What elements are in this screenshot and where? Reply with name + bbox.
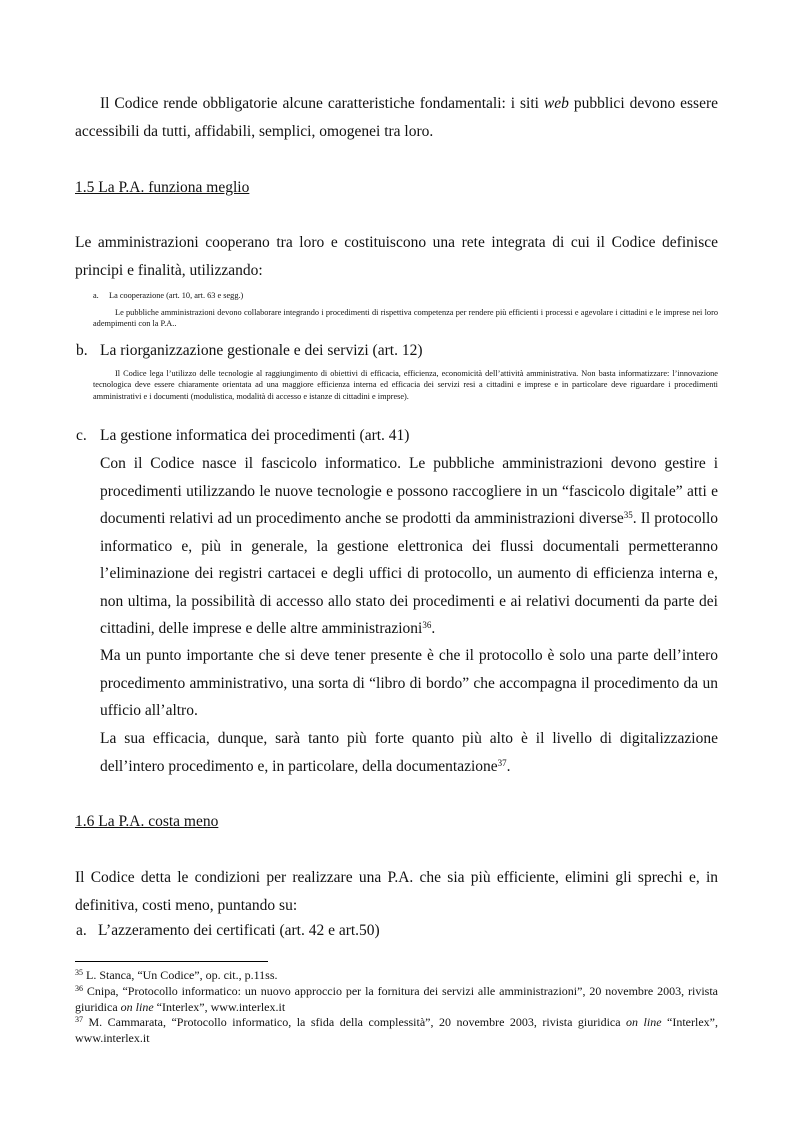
list-item-b-title: La riorganizzazione gestionale e dei servizi (art. 12) [100,342,423,359]
para3-text: La sua efficacia, dunque, sarà tanto più forte quanto più alto è il livello di digitalizzazione dell’intero procedimento e, in particolare, della documentazione [100,730,718,775]
footnote-36 [75,984,718,1015]
footnote-36-text: Cnipa, “Protocollo informatico: un nuovo approccio per la fornitura dei servizi alle amministrazioni”, 20 novembre 2003, rivista giuridica [75,984,718,1014]
intro-text: Il Codice rende obbligatorie alcune caratteristiche fondamentali: i siti [100,95,544,112]
footnote-36-text-end: “Interlex”, www.interlex.it [153,999,286,1014]
section-heading-1-5: 1.5 La P.A. funziona meglio [75,179,250,196]
section15-lead: Le amministrazioni cooperano tra loro e costituiscono una rete integrata di cui il Codice definisce principi e finalità, utilizzando: [75,234,718,279]
list-item-a-body: Le pubbliche amministrazioni devono collaborare integrando i procedimenti di rispettiva competenza per rendere più efficienti i processi e agevolare i cittadini e le imprese nei loro adempimenti con la P.A.. [93,308,718,329]
list-marker-c: c. [76,427,87,444]
section16-list-marker-a: a. [76,922,87,939]
list-item-c [76,426,716,446]
footnote-35 [75,968,718,984]
para3-end: . [506,757,511,775]
section16-lead: Il Codice detta le condizioni per realizzare una P.A. che sia più efficiente, elimini gli sprechi e, in definitiva, costi meno, puntando su: [75,869,718,914]
list-item-c-paragraph-1 [100,450,718,643]
list-item-a [93,290,718,301]
para1-text: Con il Codice nasce il fascicolo informatico. Le pubbliche amministrazioni devono gestire i procedimenti utilizzando le nuove tecnologie e possono raccogliere in un “fascicolo digitale” atti e documenti relativi ad un procedimento anche se prodotti da amministrazioni diverse [100,455,718,527]
list-item-c-paragraph-3 [100,725,718,780]
footnote-35-text: L. Stanca, “Un Codice”, op. cit., p.11ss. [83,968,278,982]
footnote-37-text-end: “Interlex”, www.interlex.it [75,1015,718,1045]
footnote-separator [75,961,268,962]
footnote-ref-37[interactable]: 37 [497,757,507,768]
section16-list-item-a [76,921,716,941]
intro-paragraph [75,90,718,145]
list-item-a-title: La cooperazione (art. 10, art. 63 e segg.) [109,291,244,300]
list-marker-b: b. [76,342,88,359]
footnote-number-36: 36 [75,984,83,993]
section16-list-item-a-title: L’azzeramento dei certificati (art. 42 e art.50) [98,922,380,939]
para1-end: . [431,620,436,637]
list-item-b-body: Il Codice lega l’utilizzo delle tecnologie al raggiungimento di obiettivi di efficacia, efficienza, economicità dell’attività amministrativa. Non basta informatizzare: l’innovazione tecnologica deve essere chiaramente orientata ad una maggiore efficienza interna ed efficacia dei servizi resi a cittadini e imprese e in particolare deve riguardare i procedimenti amministrativi e i documenti (modulistica, modalità di accesso e istanze di cittadini e imprese). [93,369,718,401]
footnote-37-emphasis: on line [626,1015,662,1029]
list-item-b [76,341,716,361]
intro-text-end: pubblici devono essere accessibili da tutti, affidabili, semplici, omogenei tra loro. [75,95,719,140]
list-marker-a: a. [93,291,99,300]
intro-emphasis: web [543,95,569,112]
footnote-37-text: M. Cammarata, “Protocollo informatico, la sfida della complessità”, 20 novembre 2003, rivista giuridica [83,1015,627,1029]
footnote-number-37: 37 [75,1015,83,1024]
section-heading-1-6: 1.6 La P.A. costa meno [75,813,219,830]
footnote-ref-35[interactable]: 35 [623,510,633,520]
footnote-36-emphasis: on line [120,999,154,1014]
footnote-number-35: 35 [75,968,83,977]
footnote-37 [75,1015,718,1046]
para1-text-cont: . Il protocollo informatico e, più in generale, la gestione elettronica dei flussi documentali permetteranno l’eliminazione dei registri cartacei e degli uffici di protocollo, un aumento di efficienza interna e, non ultima, la possibilità di accesso allo stato dei procedimenti e ai relativi documenti da parte dei cittadini, delle imprese e delle altre amministrazioni [100,510,719,637]
footnote-ref-36[interactable]: 36 [422,620,432,630]
list-item-c-paragraph-2: Ma un punto importante che si deve tener presente è che il protocollo è solo una parte dell’intero procedimento amministrativo, una sorta di “libro di bordo” che accompagna il procedimento da un ufficio all’altro. [100,647,718,719]
list-item-c-title: La gestione informatica dei procedimenti (art. 41) [100,427,410,444]
